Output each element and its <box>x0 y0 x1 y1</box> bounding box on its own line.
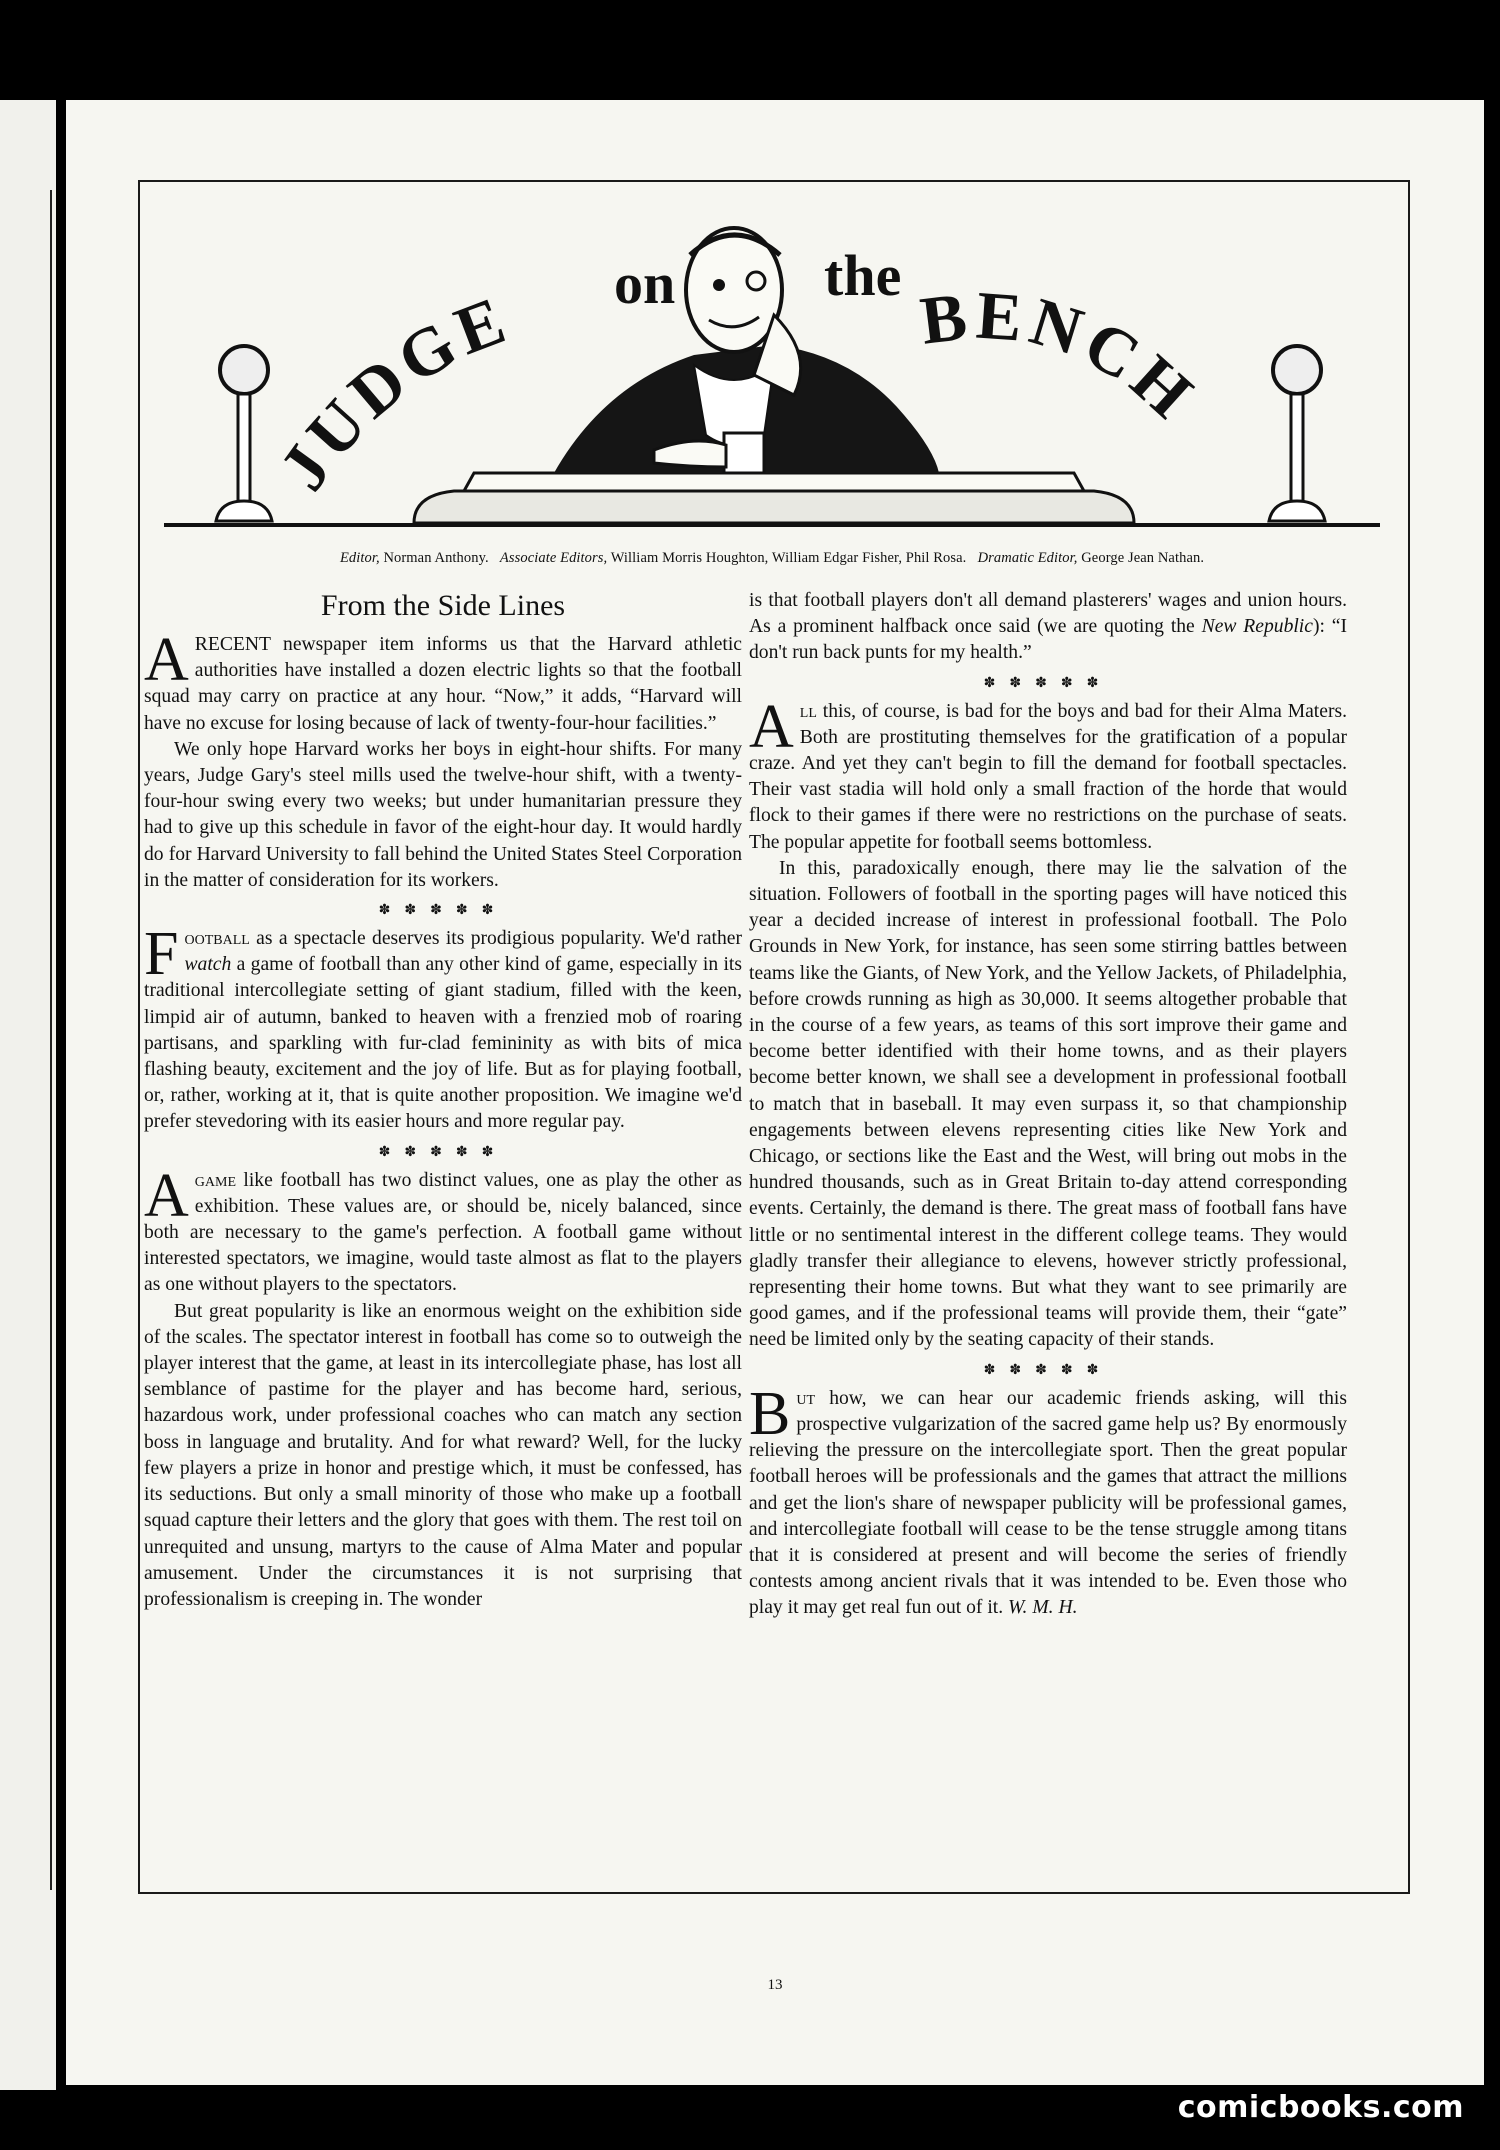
article-paragraph: is that football players don't all demand plasterers' wages and union hours. As a prominent halfback once said (we are quoting the New Republic): “I don't run back punts for my health.” <box>749 590 1347 664</box>
drop-cap: A <box>144 626 189 694</box>
left-lamp-icon <box>216 346 272 521</box>
editor-label: Editor, <box>339 550 380 566</box>
article-paragraph: All this, of course, is bad for the boys and bad for their Alma Maters. Both are prostituting themselves for the gratification of a popular craze. And yet they can't begin to fill the demand for football spectacles. Their vast stadia will hold only a small fraction of the horde that would flock to their games if there were no restrictions on the purchase of seats. The popular appetite for football seems bottomless. <box>749 692 1347 853</box>
previous-page-edge <box>0 100 56 2090</box>
right-lamp-icon <box>1269 346 1325 521</box>
masthead-illustration <box>134 195 1410 540</box>
article-paragraph: We only hope Harvard works her boys in eight-hour shifts. For many years, Judge Gary's steel mills used the twelve-hour shift, with a twenty-four-hour swing every two weeks; but under humanitarian pressure they had to give up this schedule in favor of the eight-hour day. It would hardly do for Harvard University to fall behind the United States Steel Corporation in the matter of consideration for its workers. <box>144 738 742 891</box>
drop-cap: A <box>749 692 794 761</box>
masthead-title-bench: BENCH <box>916 276 1212 436</box>
svg-text:BENCH <box>916 277 1211 436</box>
article-paragraph: But how, we can hear our academic friends asking, will this prospective vulgarization of the sacred game help us? By enormously relieving the pressure on the intercollegiate sport. Then the great popular football heroes will be professionals and the games that attract the millions and get the lion's share of newspaper publicity will be professional games, and intercollegiate football will cease to be the tense struggle among titans that it is considered at present and will become the series of friendly contests among ancient rivals that it was intended to be. Even those who play it may get real fun out of it. W. M. H. <box>749 1379 1347 1619</box>
article-paragraph: ARECENT newspaper item informs us that the Harvard athletic authorities have installed a dozen electric lights so that the football squad may carry on practice at any hour. “Now,” it adds, “Harvard will have no excuse for losing because of lack of twenty-four-hour facilities.” <box>144 626 742 734</box>
editor-name: Norman Anthony. <box>383 550 489 566</box>
masthead-title-the: the <box>824 243 902 308</box>
associate-editors-label: Associate Editors, <box>499 550 608 566</box>
drop-cap: B <box>749 1379 791 1448</box>
article-paragraph: In this, paradoxically enough, there may lie the salvation of the situation. Followers of football in the sporting pages will have noticed this year a decided increase of interest in professional football. The Polo Grounds in New York, for instance, has seen some stirring battles between teams like the Giants, of New York, and the Yellow Jackets, of Philadelphia, before crowds running as high as 30,000. It seems altogether probable that in the course of a few years, as teams of this sort improve their game and become better identified with their home towns, and as their players become better known, we shall see a development in professional football to match that in baseball. It may even surpass it, so that championship engagements between elevens representing cities like New York and Chicago, or sections like the East and the West, will bring out mobs in the hundred thousands, such as in Great Britain to-day attend corresponding events. Certainly, the demand is there. The great mass of football fans have little or no sentimental interest in the different college teams. They would gladly transfer their allegiance to elevens, however strictly professional, representing their home towns. But what they want to see primarily are good games, and if the professional teams will provide them, their “gate” need be limited only by the seating capacity of their stands. <box>749 857 1347 1351</box>
masthead-title-judge: JUDGE <box>264 279 520 504</box>
article-paragraph: Agame like football has two distinct values, one as play the other as exhibition. These values are, or should be, nicely balanced, since both are necessary to the game's perfection. A football game without interested spectators, we imagine, would taste almost as flat to the players as one without players to the spectators. <box>144 1161 742 1296</box>
staff-credits <box>136 550 1408 567</box>
svg-text:JUDGE <box>264 280 520 504</box>
masthead-title-on: on <box>614 251 676 316</box>
article-column-left <box>144 588 742 1613</box>
section-divider: ✽✽✽✽✽ <box>983 1362 1113 1378</box>
section-divider: ✽✽✽✽✽ <box>378 1144 508 1160</box>
page-number: 13 <box>767 1977 783 1993</box>
author-signature: W. M. H. <box>1008 1597 1078 1619</box>
drop-cap: F <box>144 920 179 989</box>
section-divider: ✽✽✽✽✽ <box>983 675 1113 691</box>
watermark: comicbooks.com <box>1177 2090 1464 2125</box>
associate-editors-names: William Morris Houghton, William Edgar Fisher, Phil Rosa. <box>610 550 967 566</box>
dramatic-editor-label: Dramatic Editor, <box>977 550 1078 566</box>
article-paragraph: Football as a spectacle deserves its prodigious popularity. We'd rather watch a game of football than any other kind of game, especially in its traditional intercollegiate setting of giant stadium, filled with the keen, limpid air of autumn, banked to heaven with a frenzied mob of roaring partisans, and sparkling with fur-clad femininity as with bits of mica flashing beauty, excitement and the joy of life. But as for playing football, or, rather, working at it, that is quite another proposition. We imagine we'd prefer stevedoring with its easier hours and more regular pay. <box>144 920 742 1133</box>
section-divider: ✽✽✽✽✽ <box>378 903 508 919</box>
article-column-right <box>749 588 1347 1622</box>
article-paragraph: But great popularity is like an enormous weight on the exhibition side of the scales. The spectator interest in football has come so to outweigh the player interest that the game, at least in its intercollegiate phase, has lost all semblance of pastime for the player and has become hard, serious, hazardous work, under professional coaches who can match any section boss in language and brutality. And for what reward? Well, for the lucky few players a prize in honor and prestige which, it must be confessed, has its seductions. But only a small minority of those who make up a football squad capture their letters and the glory that goes with them. The rest toil on unrequited and unsung, martyrs to the cause of Alma Mater and popular amusement. Under the circumstances it is not surprising that professionalism is creeping in. The wonder <box>144 1300 742 1610</box>
drop-cap: A <box>144 1161 189 1230</box>
magazine-page <box>66 100 1484 2085</box>
dramatic-editor-name: George Jean Nathan. <box>1081 550 1205 566</box>
article-headline: From the Side Lines <box>320 589 566 622</box>
